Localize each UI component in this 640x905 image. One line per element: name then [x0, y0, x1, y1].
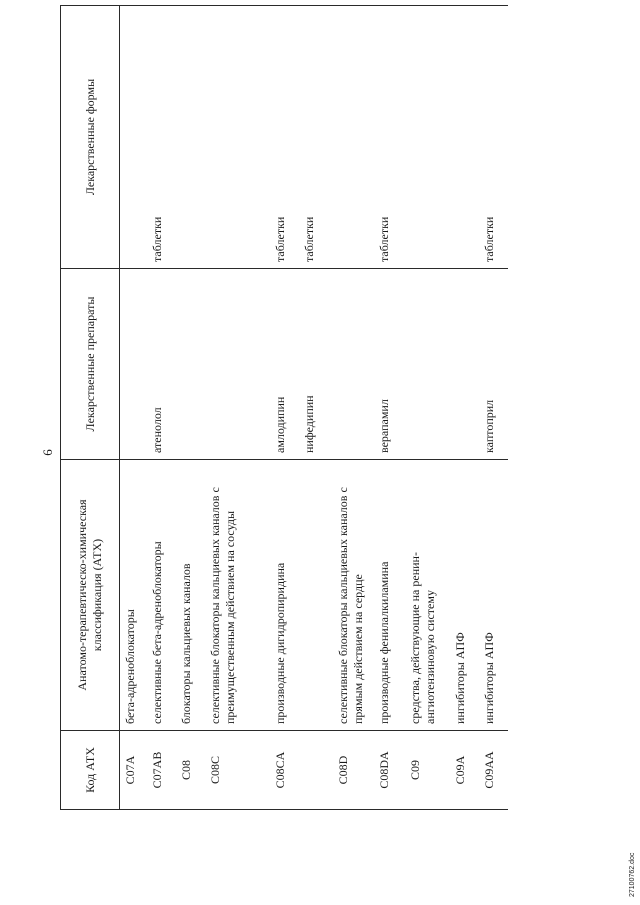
- cell-code: C09A: [450, 731, 479, 810]
- cell-code: C07AB: [147, 731, 176, 810]
- header-drugs: Лекарственные препараты: [61, 269, 120, 460]
- cell-classification: ингибиторы АПФ: [450, 460, 479, 731]
- table-row: [374, 6, 405, 810]
- cell-forms: [147, 6, 176, 269]
- table-row: [333, 6, 374, 810]
- table-row: [147, 6, 176, 810]
- cell-forms: [405, 6, 450, 269]
- dosage-form: таблетки: [377, 216, 391, 262]
- cell-drugs: [205, 269, 270, 460]
- cell-drugs: [270, 269, 333, 460]
- cell-drugs: [450, 269, 479, 460]
- cell-code: C08D: [333, 731, 374, 810]
- cell-classification: селективные бета-адреноблокаторы: [147, 460, 176, 731]
- cell-forms: [120, 6, 148, 269]
- dosage-form: таблетки: [273, 216, 287, 262]
- cell-code: C08C: [205, 731, 270, 810]
- document-id: 27100762.doc: [629, 852, 636, 897]
- cell-classification: средства, действующие на ренин-ангиотензиновую систему: [405, 460, 450, 731]
- table-row: [120, 6, 148, 810]
- cell-forms: [176, 6, 205, 269]
- table-row: [270, 6, 333, 810]
- cell-code: C08DA: [374, 731, 405, 810]
- table-row: [405, 6, 450, 810]
- drug-table: [60, 5, 508, 810]
- dosage-form: таблетки: [150, 216, 164, 262]
- drug-name: нифедипин: [302, 395, 316, 453]
- dosage-form: таблетки: [302, 216, 316, 262]
- cell-classification: селективные блокаторы кальциевых каналов с прямым действием на сердце: [333, 460, 374, 731]
- drug-name: каптоприл: [482, 399, 496, 453]
- cell-drugs: [405, 269, 450, 460]
- cell-classification: блокаторы кальциевых каналов: [176, 460, 205, 731]
- table-row: [479, 6, 508, 810]
- dosage-form: таблетки: [482, 216, 496, 262]
- cell-classification: производные дигидропиридина: [270, 460, 333, 731]
- cell-drugs: [333, 269, 374, 460]
- cell-forms: [205, 6, 270, 269]
- cell-forms: [333, 6, 374, 269]
- cell-forms: [270, 6, 333, 269]
- cell-code: C09AA: [479, 731, 508, 810]
- cell-code: C08: [176, 731, 205, 810]
- cell-drugs: [147, 269, 176, 460]
- cell-drugs: [120, 269, 148, 460]
- cell-forms: [450, 6, 479, 269]
- cell-drugs: [374, 269, 405, 460]
- cell-drugs: [479, 269, 508, 460]
- drug-name: амлодипин: [273, 396, 287, 453]
- cell-classification: производные фенилалкиламина: [374, 460, 405, 731]
- cell-classification: ингибиторы АПФ: [479, 460, 508, 731]
- header-forms: Лекарственные формы: [61, 6, 120, 269]
- drug-name: атенолол: [150, 407, 164, 453]
- table-row: [450, 6, 479, 810]
- table-row: [176, 6, 205, 810]
- cell-forms: [374, 6, 405, 269]
- page-number: 6: [40, 449, 55, 456]
- header-code: Код АТХ: [61, 731, 120, 810]
- cell-classification: селективные блокаторы кальциевых каналов с преимущественным действием на сосуды: [205, 460, 270, 731]
- cell-code: C09: [405, 731, 450, 810]
- table-header-row: [61, 6, 120, 810]
- cell-code: C07A: [120, 731, 148, 810]
- header-classification: Анатомо-терапевтическо-химическая классификация (АТХ): [61, 460, 120, 731]
- table-row: [205, 6, 270, 810]
- cell-drugs: [176, 269, 205, 460]
- cell-code: C08CA: [270, 731, 333, 810]
- cell-classification: бета-адреноблокаторы: [120, 460, 148, 731]
- drug-name: верапамил: [377, 399, 391, 453]
- cell-forms: [479, 6, 508, 269]
